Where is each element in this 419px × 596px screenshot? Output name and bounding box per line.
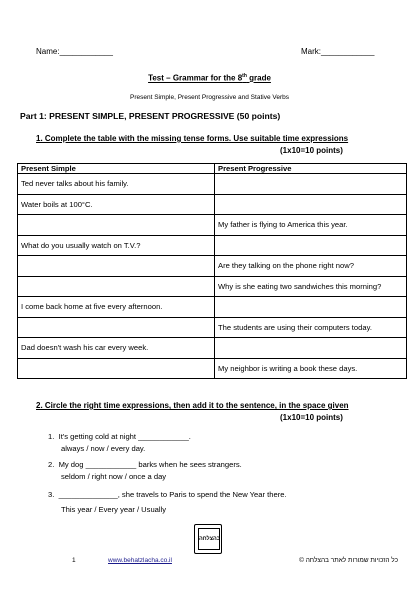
table-cell-simple[interactable] [18, 358, 215, 379]
page-title-suffix: grade [246, 73, 271, 83]
table-cell-progressive[interactable]: Are they talking on the phone right now? [215, 256, 407, 277]
page-title [0, 73, 419, 83]
table-cell-progressive[interactable]: Why is she eating two sandwiches this morning? [215, 276, 407, 297]
q2-item [48, 488, 287, 517]
table-cell-progressive[interactable] [215, 174, 407, 195]
table-cell-progressive[interactable]: My neighbor is writing a book these days. [215, 358, 407, 379]
q2-item-number: 1. [48, 432, 55, 441]
page-title-prefix: Test – Grammar for the 8 [148, 73, 243, 83]
table-cell-simple[interactable] [18, 256, 215, 277]
table-cell-progressive[interactable] [215, 338, 407, 359]
copyright-text: כל הזכויות שמורות לאתר בהצלחה © [299, 557, 398, 564]
table-cell-simple[interactable] [18, 276, 215, 297]
table-cell-progressive[interactable]: The students are using their computers today. [215, 317, 407, 338]
site-logo [194, 524, 222, 554]
table-row [18, 256, 407, 277]
table-row [18, 338, 407, 359]
table-row [18, 276, 407, 297]
q2-item-sentence: ______________, she travels to Paris to spend the New Year there. [58, 490, 287, 499]
table-cell-simple[interactable]: What do you usually watch on T.V.? [18, 235, 215, 256]
q2-item [48, 459, 242, 482]
tense-table [17, 163, 407, 379]
table-cell-simple[interactable]: I come back home at five every afternoon. [18, 297, 215, 318]
mark-field-label: Mark:____________ [301, 47, 375, 56]
table-row [18, 215, 407, 236]
table-row [18, 194, 407, 215]
q2-item-sentence: It's getting cold at night ____________. [58, 432, 191, 441]
q1-points: (1x10=10 points) [280, 146, 343, 155]
page-subtitle: Present Simple, Present Progressive and Stative Verbs [130, 94, 289, 101]
q2-item-options[interactable]: This year / Every year / Usually [61, 504, 167, 514]
q2-item [48, 431, 191, 454]
table-cell-simple[interactable] [18, 317, 215, 338]
table-header-row [18, 164, 407, 174]
q2-instruction: 2. Circle the right time expressions, then add it to the sentence, in the space given [36, 401, 349, 410]
part1-heading: Part 1: PRESENT SIMPLE, PRESENT PROGRESSIVE (50 points) [20, 111, 281, 121]
table-cell-simple[interactable]: Dad doesn't wash his car every week. [18, 338, 215, 359]
table-cell-progressive[interactable] [215, 297, 407, 318]
table-row [18, 358, 407, 379]
table-row [18, 317, 407, 338]
column-header-present-simple: Present Simple [18, 164, 215, 174]
logo-text: בהצלחה [198, 528, 220, 550]
table-row [18, 235, 407, 256]
table-cell-progressive[interactable] [215, 194, 407, 215]
table-cell-simple[interactable] [18, 215, 215, 236]
q2-item-options[interactable]: seldom / right now / once a day [61, 471, 167, 481]
table-row [18, 297, 407, 318]
q2-item-number: 2. [48, 460, 55, 469]
q2-points: (1x10=10 points) [280, 413, 343, 422]
q1-instruction: 1. Complete the table with the missing tense forms. Use suitable time expressions [36, 134, 349, 143]
table-cell-progressive[interactable] [215, 235, 407, 256]
name-field-label: Name:____________ [36, 47, 113, 56]
q2-item-number: 3. [48, 490, 55, 499]
table-cell-simple[interactable]: Ted never talks about his family. [18, 174, 215, 195]
page-number: 1 [72, 557, 76, 564]
table-row [18, 174, 407, 195]
q2-item-sentence: My dog ____________ barks when he sees strangers. [58, 460, 242, 469]
table-cell-progressive[interactable]: My father is flying to America this year. [215, 215, 407, 236]
table-cell-simple[interactable]: Water boils at 100°C. [18, 194, 215, 215]
page-title-sup: th [242, 73, 247, 79]
column-header-present-progressive: Present Progressive [215, 164, 407, 174]
q2-item-options[interactable]: always / now / every day. [61, 443, 146, 453]
site-link[interactable]: www.behatzlacha.co.il [108, 557, 172, 564]
